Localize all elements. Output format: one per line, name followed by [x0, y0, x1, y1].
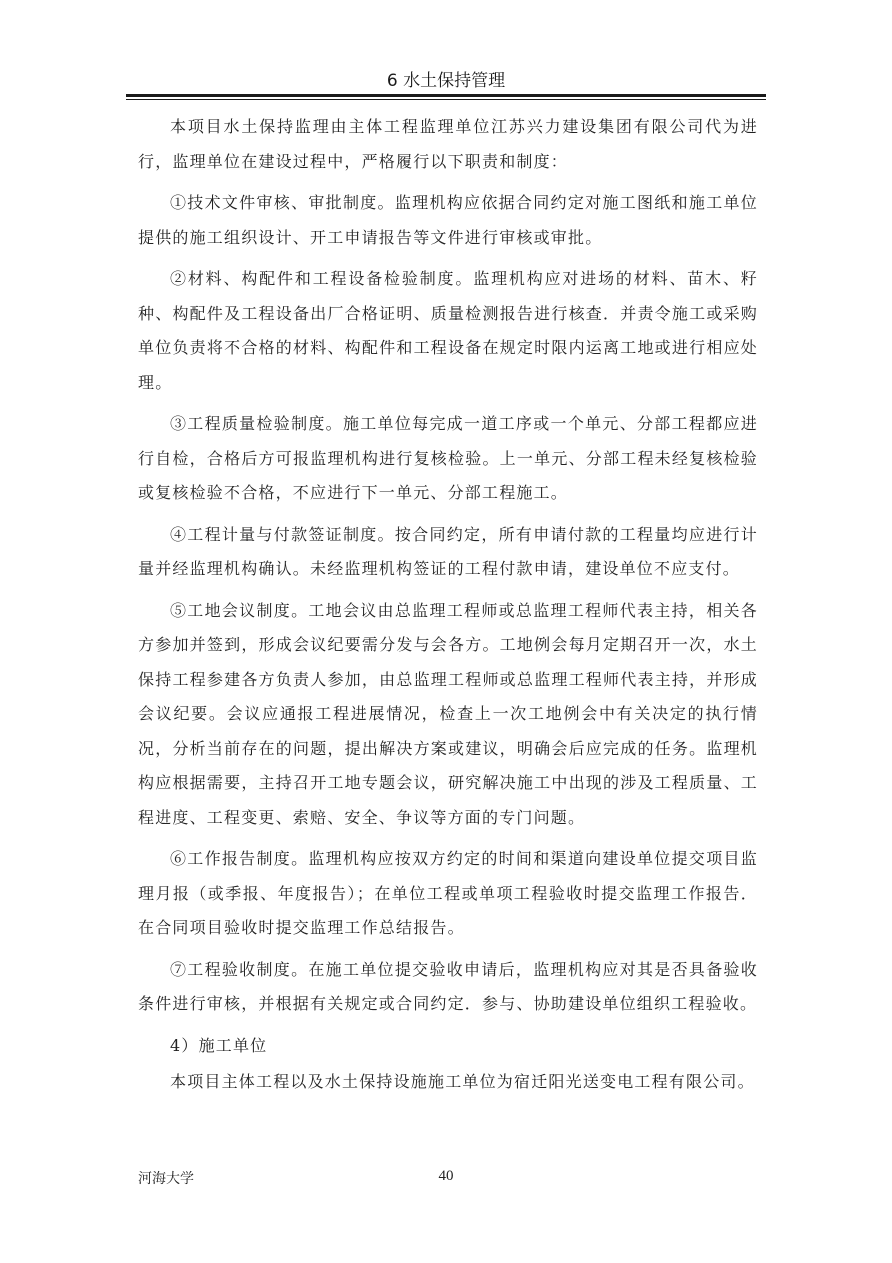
paragraph-item-6: ⑥工作报告制度。监理机构应按双方约定的时间和渠道向建设单位提交项目监理月报（或季报、年度报告）；在单位工程或单项工程验收时提交监理工作报告．在合同项目验收时提交监理工作总结报告。 — [138, 849, 758, 937]
header-rule-thin — [126, 99, 766, 100]
paragraph-item-5: ⑤工地会议制度。工地会议由总监理工程师或总监理工程师代表主持，相关各方参加并签到，形成会议纪要需分发与会各方。工地例会每月定期召开一次，水土保持工程参建各方负责人参加，由总监理工程师或总监理工程师代表主持，并形成会议纪要。会议应通报工程进展情况，检查上一次工地例会中有关决定的执行情况，分析当前存在的问题，提出解决方案或建议，明确会后应完成的任务。监理机构应根据需要，主持召开工地专题会议，研究解决施工中出现的涉及工程质量、工程进度、工程变更、索赔、安全、争议等方面的专门问题。 — [138, 600, 758, 827]
paragraph-item-4: ④工程计量与付款签证制度。按合同约定，所有申请付款的工程量均应进行计量并经监理机构确认。未经监理机构签证的工程付款申请，建设单位不应支付。 — [138, 524, 758, 578]
section-subheading: 4）施工单位 — [170, 1035, 268, 1055]
paragraph-intro: 本项目水土保持监理由主体工程监理单位江苏兴力建设集团有限公司代为进行，监理单位在建设过程中，严格履行以下职责和制度： — [138, 117, 758, 171]
footer-page-number: 40 — [438, 1168, 454, 1184]
footer-institution: 河海大学 — [138, 1171, 194, 1187]
body-content — [138, 110, 758, 1107]
header-rule-thick — [126, 94, 766, 97]
paragraph-item-3: ③工程质量检验制度。施工单位每完成一道工序或一个单元、分部工程都应进行自检，合格后方可报监理机构进行复核检验。上一单元、分部工程未经复核检验或复核检验不合格，不应进行下一单元、分部工程施工。 — [138, 414, 758, 502]
paragraph-item-2: ②材料、构配件和工程设备检验制度。监理机构应对进场的材料、苗木、籽种、构配件及工程设备出厂合格证明、质量检测报告进行核查．并责令施工或采购单位负责将不合格的材料、构配件和工程设备在规定时限内运离工地或进行相应处理。 — [138, 269, 758, 392]
page-header-title: 6 水土保持管理 — [386, 71, 506, 91]
paragraph-item-1: ①技术文件审核、审批制度。监理机构应依据合同约定对施工图纸和施工单位提供的施工组织设计、开工申请报告等文件进行审核或审批。 — [138, 193, 758, 247]
paragraph-contractor: 本项目主体工程以及水土保持设施施工单位为宿迁阳光送变电工程有限公司。 — [170, 1072, 755, 1091]
paragraph-item-7: ⑦工程验收制度。在施工单位提交验收申请后，监理机构应对其是否具备验收条件进行审核，并根据有关规定或合同约定．参与、协助建设单位组织工程验收。 — [138, 959, 758, 1013]
